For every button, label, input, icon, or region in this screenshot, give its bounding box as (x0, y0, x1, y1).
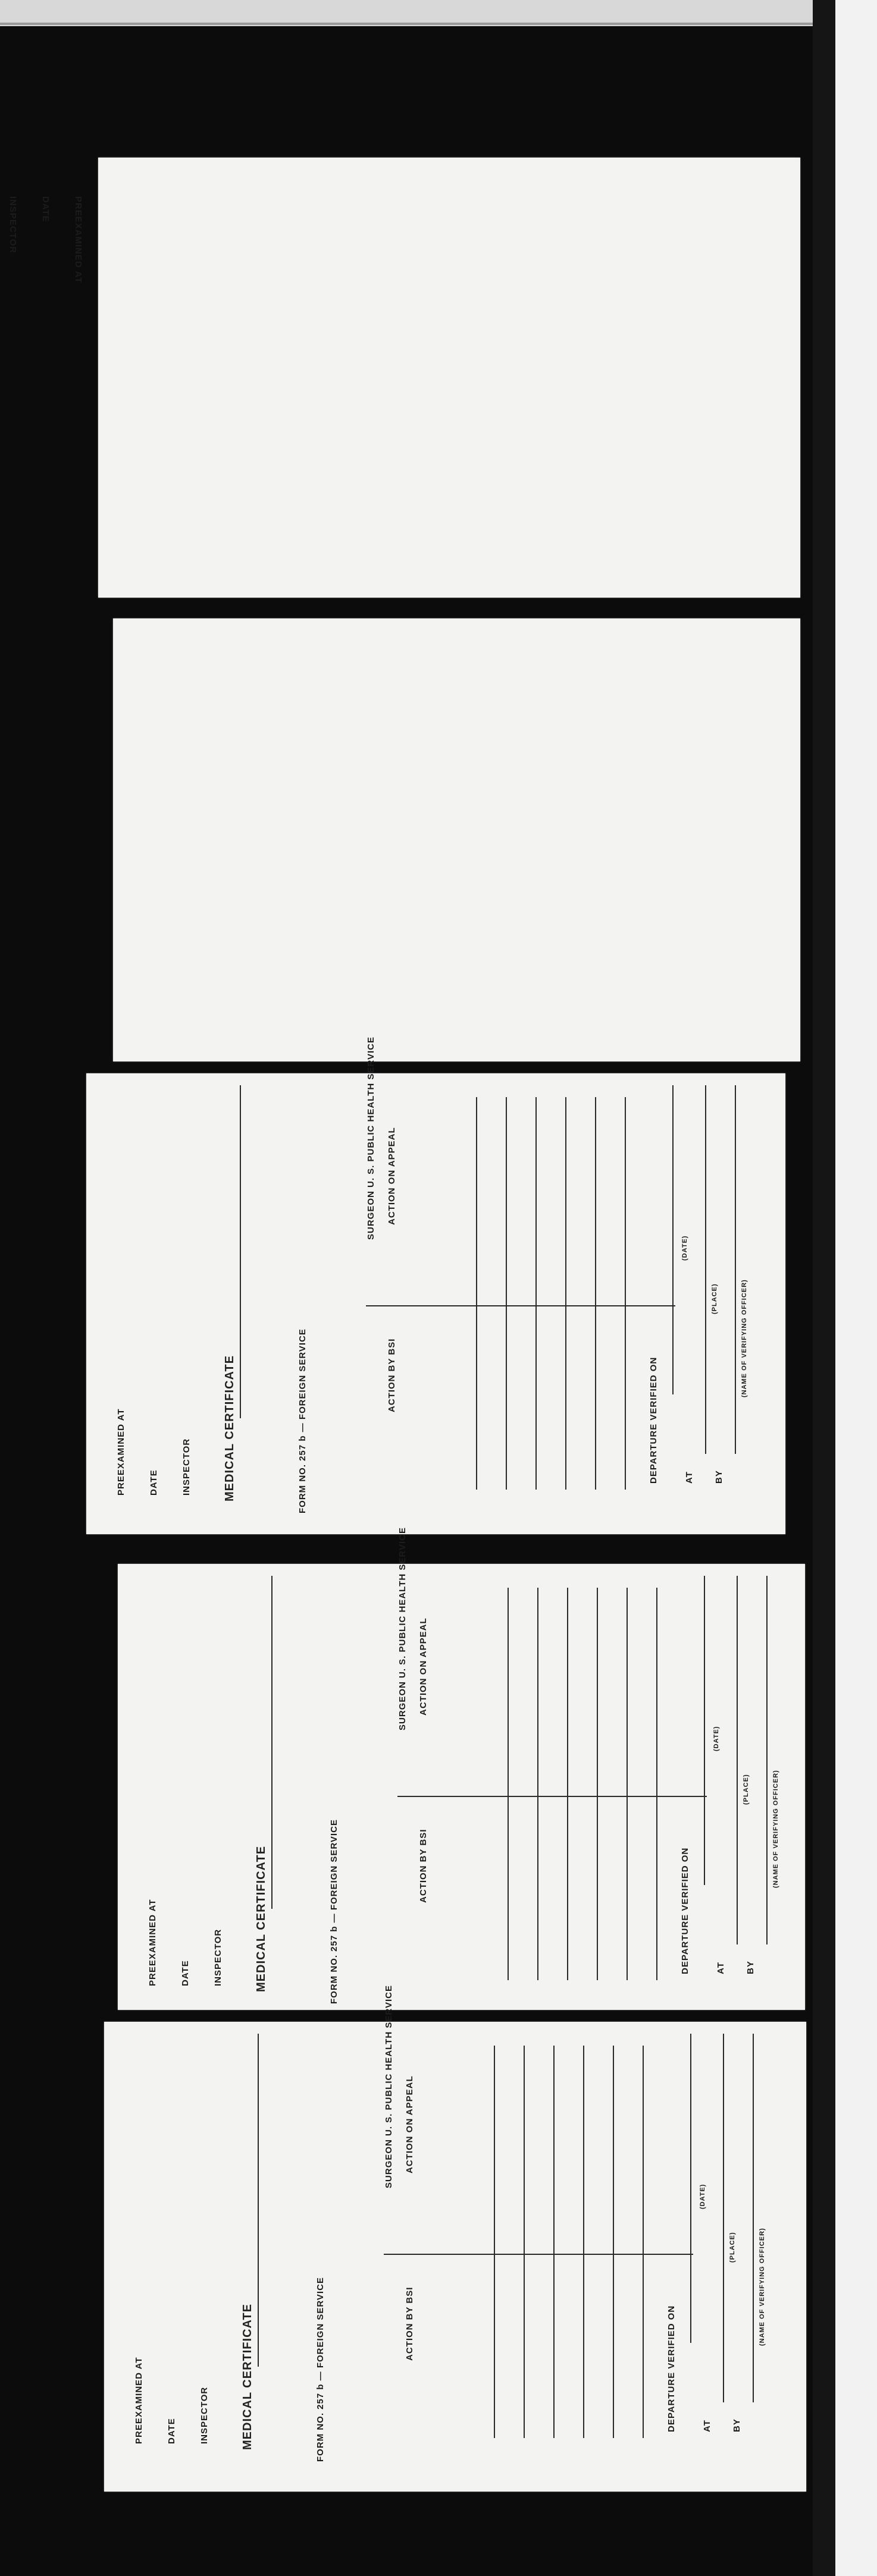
place-paren-label: (PLACE) (711, 1283, 718, 1314)
surgeon-label: SURGEON U. S. PUBLIC HEALTH SERVICE (366, 1036, 376, 1240)
action-on-appeal-label: ACTION ON APPEAL (418, 1617, 428, 1716)
by-label: BY (732, 2418, 742, 2432)
medical-certificate-title: MEDICAL CERTIFICATE (241, 2303, 254, 2450)
action-divider-line (397, 1796, 707, 1797)
at-label: AT (684, 1471, 694, 1484)
date-paren-label: (DATE) (681, 1235, 688, 1261)
card-content (104, 1985, 806, 2462)
by-underline (735, 1085, 736, 1454)
inspector-label: INSPECTOR (213, 1928, 223, 1986)
date-underline (672, 1085, 674, 1394)
date-paren-label: (DATE) (699, 2184, 706, 2209)
departure-verified-on-label: DEPARTURE VERIFIED ON (649, 1356, 659, 1484)
column-line-3 (567, 1588, 568, 1980)
column-line-2 (537, 1588, 538, 1980)
column-line-1 (476, 1097, 477, 1490)
medical-certificate-card-5 (104, 1985, 806, 2492)
column-line-6 (643, 2046, 644, 2438)
by-label: BY (714, 1470, 724, 1484)
place-underline (705, 1085, 706, 1454)
medical-certificate-card-2 (8, 196, 800, 1061)
column-line-4 (565, 1097, 566, 1490)
by-underline (766, 1576, 768, 1944)
form-number-label: FORM NO. 257 b — FOREIGN SERVICE (297, 1328, 308, 1513)
card-content (86, 1036, 788, 1513)
column-line-1 (494, 2046, 495, 2438)
verifying-officer-label: (NAME OF VERIFYING OFFICER) (741, 1279, 748, 1397)
inspector-label: INSPECTOR (181, 1438, 192, 1496)
preexamined-at-label: PREEXAMINED AT (148, 1899, 158, 1986)
date-label: DATE (149, 1469, 159, 1496)
place-underline (723, 2034, 724, 2402)
medical-certificate-underline (271, 1576, 273, 1909)
place-paren-label: (PLACE) (743, 1774, 750, 1805)
inspector-label: INSPECTOR (8, 196, 18, 254)
by-underline (753, 2034, 754, 2402)
column-line-1 (508, 1588, 509, 1980)
column-line-4 (597, 1588, 598, 1980)
by-label: BY (746, 1961, 756, 1974)
column-line-5 (613, 2046, 614, 2438)
column-line-4 (583, 2046, 584, 2438)
surgeon-label: SURGEON U. S. PUBLIC HEALTH SERVICE (384, 1985, 394, 2188)
film-strip-right-edge (835, 0, 877, 2576)
departure-verified-on-label: DEPARTURE VERIFIED ON (680, 1847, 690, 1974)
date-label: DATE (167, 2418, 177, 2444)
place-underline (737, 1576, 738, 1944)
action-by-bsi-label: ACTION BY BSI (418, 1829, 428, 1903)
preexamined-at-label: PREEXAMINED AT (116, 1408, 126, 1496)
medical-certificate-underline (240, 1085, 241, 1418)
card-content (0, 178, 113, 618)
action-by-bsi-label: ACTION BY BSI (405, 2286, 415, 2361)
preexamined-at-label: PREEXAMINED AT (73, 196, 83, 284)
column-line-5 (627, 1588, 628, 1980)
column-line-3 (535, 1097, 537, 1490)
medical-certificate-title: MEDICAL CERTIFICATE (223, 1355, 236, 1501)
date-underline (690, 2034, 691, 2343)
medical-certificate-card-4 (118, 1527, 805, 2010)
card-content (0, 0, 98, 158)
inspector-label: INSPECTOR (199, 2386, 209, 2444)
column-line-2 (524, 2046, 525, 2438)
column-line-5 (595, 1097, 596, 1490)
column-line-6 (656, 1588, 657, 1980)
departure-verified-on-label: DEPARTURE VERIFIED ON (666, 2305, 676, 2432)
action-divider-line (384, 2254, 693, 2255)
form-number-label: FORM NO. 257 b — FOREIGN SERVICE (315, 2277, 325, 2462)
surgeon-label: SURGEON U. S. PUBLIC HEALTH SERVICE (397, 1527, 408, 1730)
film-strip-right-dark (813, 0, 835, 2576)
date-label: DATE (180, 1960, 190, 1986)
medical-certificate-card-3 (86, 1036, 785, 1534)
action-divider-line (366, 1305, 675, 1306)
verifying-officer-label: (NAME OF VERIFYING OFFICER) (759, 2228, 766, 2346)
place-paren-label: (PLACE) (729, 2232, 736, 2263)
preexamined-at-label: PREEXAMINED AT (134, 2357, 144, 2444)
at-label: AT (716, 1962, 726, 1974)
action-by-bsi-label: ACTION BY BSI (387, 1338, 397, 1412)
medical-certificate-card-1 (98, 158, 800, 598)
film-strip-top-line (0, 23, 833, 25)
date-paren-label: (DATE) (713, 1726, 720, 1751)
action-on-appeal-label: ACTION ON APPEAL (405, 2075, 415, 2173)
action-on-appeal-label: ACTION ON APPEAL (387, 1127, 397, 1225)
column-line-2 (506, 1097, 507, 1490)
date-underline (704, 1576, 705, 1885)
medical-certificate-underline (258, 2034, 259, 2367)
medical-certificate-title: MEDICAL CERTIFICATE (255, 1845, 268, 1992)
date-label: DATE (40, 196, 51, 222)
column-line-6 (625, 1097, 626, 1490)
card-content (118, 1527, 820, 2004)
at-label: AT (702, 2420, 712, 2432)
form-number-label: FORM NO. 257 b — FOREIGN SERVICE (329, 1819, 339, 2004)
verifying-officer-label: (NAME OF VERIFYING OFFICER) (772, 1770, 779, 1888)
column-line-3 (553, 2046, 555, 2438)
